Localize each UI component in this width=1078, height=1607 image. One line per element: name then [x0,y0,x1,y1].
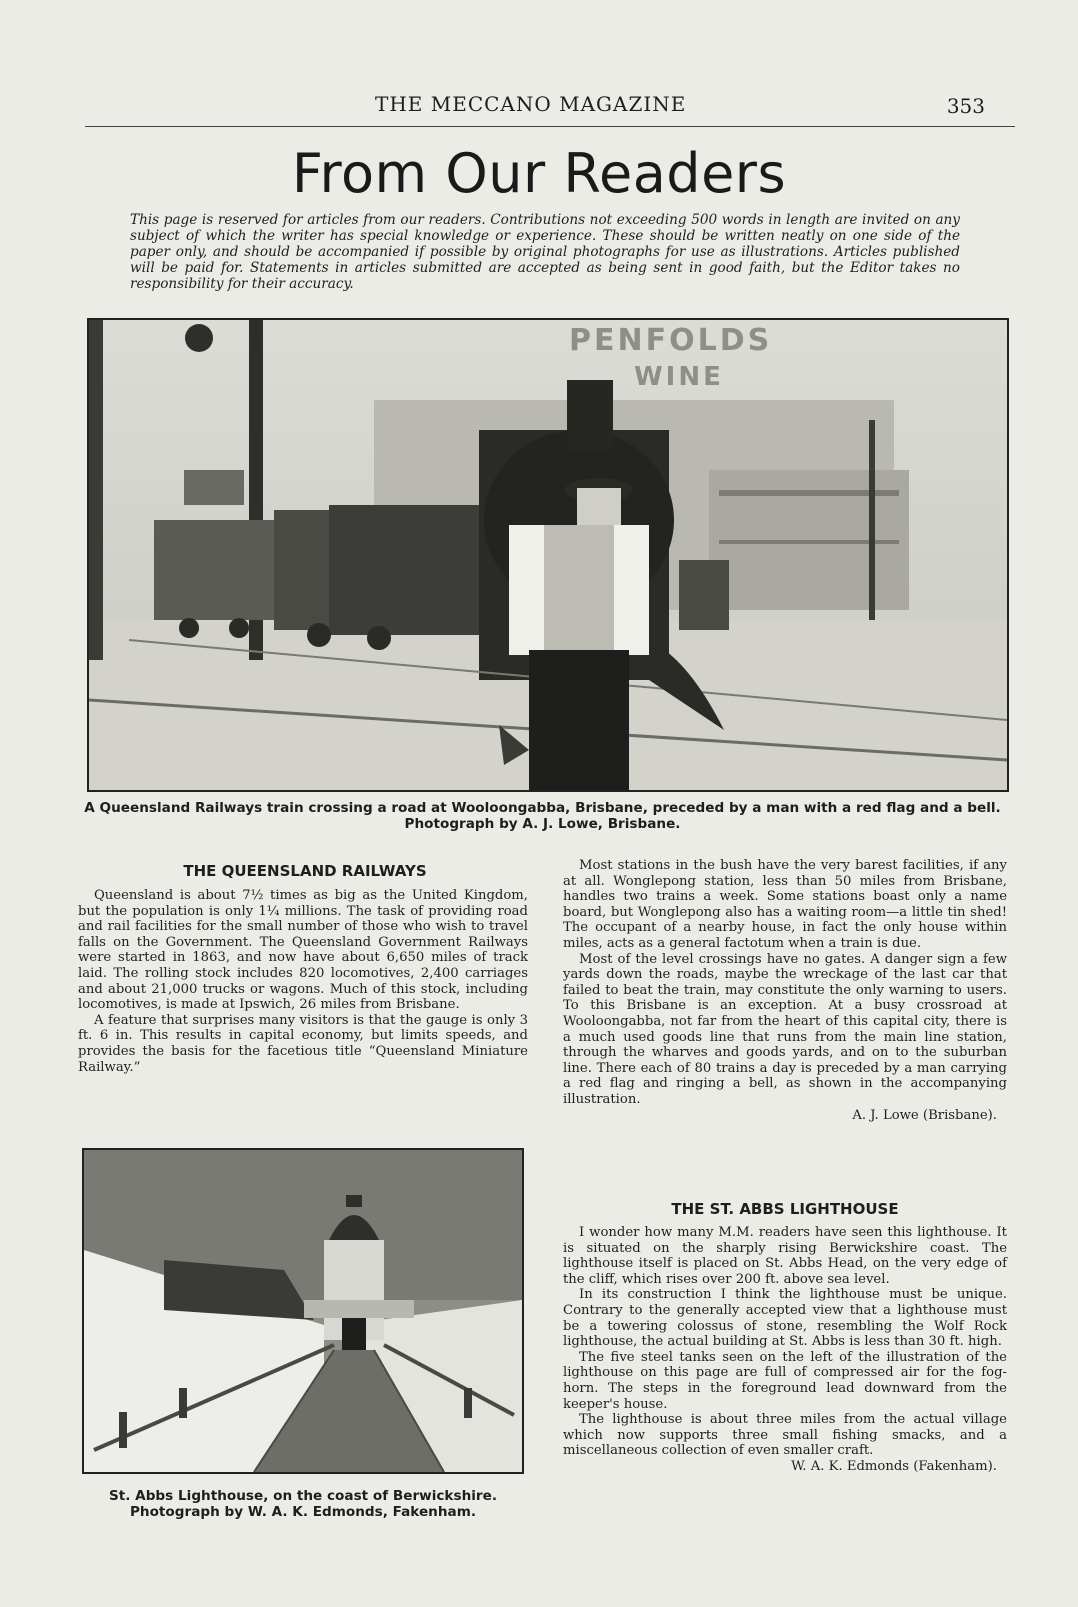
paragraph: I wonder how many M.M. readers have seen this lighthouse. It is situated on the sharply rising Berwickshire coast. The lighthouse itself is placed on St. Abbs Head, on the very edge of the cliff, which rises over 200 ft. above sea level. [563,1225,1007,1287]
st-abbs-lighthouse-heading: THE ST. ABBS LIGHTHOUSE [671,1200,899,1218]
paragraph: The five steel tanks seen on the left of the illustration of the lighthouse on this page are full of compressed air for the fog-horn. The steps in the foreground lead downward from the keeper's house. [563,1349,1007,1412]
magazine-title: THE MECCANO MAGAZINE [375,92,687,116]
paragraph: A feature that surprises many visitors is that the gauge is only 3 ft. 6 in. This results in capital economy, but limits speeds, and provides the basis for the facetious title “Queensland Miniature Railway.” [78,1012,528,1075]
lighthouse-photo [82,1148,524,1474]
queensland-railways-heading: THE QUEENSLAND RAILWAYS [183,862,427,880]
paragraph: Most of the level crossings have no gates. A danger sign a few yards down the roads, maybe the wreckage of the last car that failed to beat the train, may constitute the only warning to users. To this Brisbane is an exception. At a busy crossroad at Wooloongabba, not far from the heart of this capital city, there is a much used goods line that runs from the main line station, through the wharves and goods yards, and on to the suburban line. There each of 80 trains a day is preceded by a man carrying a red flag and ringing a bell, as shown in the accompanying illustration. [563,951,1007,1107]
paragraph: The lighthouse is about three miles from the actual village which now supports three small fishing smacks, and a miscellaneous collection of even smaller craft. [563,1412,1007,1459]
paragraph: Most stations in the bush have the very barest facilities, if any at all. Wonglepong station, less than 50 miles from Brisbane, handles two trains a week. Some stations boast only a name board, but Wonglepong also has a waiting room—a little tin shed! The occupant of a nearby house, in fact the only house within miles, acts as a general factotum when a train is due. [563,858,1007,951]
right-column-text [563,858,1007,1123]
page-number: 353 [946,94,985,118]
right-column-text-2 [563,1225,1007,1475]
intro-paragraph: This page is reserved for articles from our readers. Contributions not exceeding 500 words in length are invited on any subject of which the writer has special knowledge or experience. These should be written neatly on one side of the paper only, and should be accompanied if possible by original photographs for use as illustrations. Articles published will be paid for. Statements in articles submitted are accepted as being sent in good faith, but the Editor takes no responsibility for their accuracy. [130,212,960,292]
penfolds-sign: PENFOLDS [569,323,773,358]
lighthouse-photo-caption: St. Abbs Lighthouse, on the coast of Berwickshire. Photograph by W. A. K. Edmonds, Fakenham. [109,1488,497,1520]
signature-edmonds: W. A. K. Edmonds (Fakenham). [791,1458,997,1474]
train-crossing-photo [87,318,1009,792]
signature-lowe: A. J. Lowe (Brisbane). [852,1107,997,1123]
paragraph: In its construction I think the lighthouse must be unique. Contrary to the generally accepted view that a lighthouse must be a towering colossus of stone, resembling the Wolf Rock lighthouse, the actual building at St. Abbs is less than 30 ft. high. [563,1287,1007,1350]
paragraph: Queensland is about 7½ times as big as the United Kingdom, but the population is only 1¼ millions. The task of providing road and rail facilities for the small number of those who wish to travel falls on the Government. The Queensland Government Railways were started in 1863, and now have about 6,650 miles of track laid. The rolling stock includes 820 locomotives, 2,400 carriages and about 21,000 trucks or wagons. Much of this stock, including locomotives, is made at Ipswich, 26 miles from Brisbane. [78,888,528,1013]
running-head [85,92,1015,127]
left-column-text [78,888,528,1075]
svg-text:WINE: WINE [634,362,724,392]
train-photo-caption: A Queensland Railways train crossing a road at Wooloongabba, Brisbane, preceded by a man with a red flag and a bell. Photograph by A. J. Lowe, Brisbane. [84,800,1001,832]
page-title: From Our Readers [291,142,787,205]
